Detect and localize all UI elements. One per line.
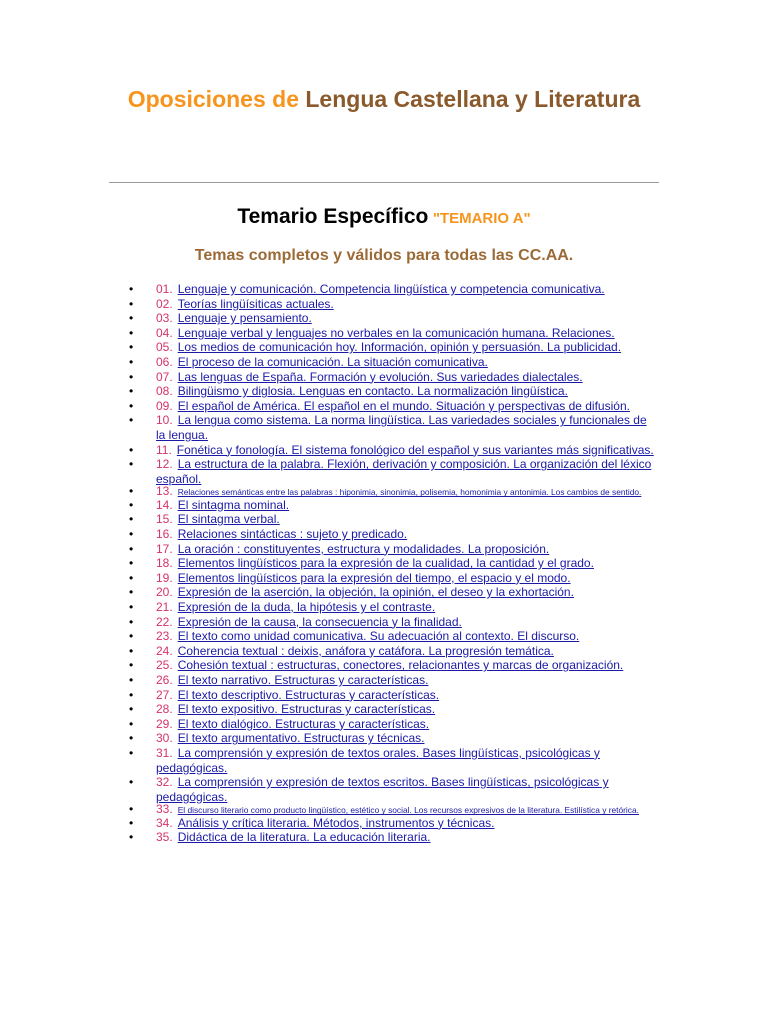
topic-link[interactable]: Teorías lingüísiticas actuales. <box>177 296 334 311</box>
bullet-icon: • <box>129 716 134 731</box>
topic-number: 02. <box>156 296 173 311</box>
bullet-icon: • <box>129 802 134 817</box>
bullet-icon: • <box>129 830 134 845</box>
topic-number: 10. <box>156 413 173 428</box>
topic-link[interactable]: Didáctica de la literatura. La educación literaria. <box>177 830 431 845</box>
topic-list-item <box>129 486 659 498</box>
topic-number: 11. <box>156 442 172 457</box>
topic-list-item <box>129 355 659 370</box>
topic-number: 26. <box>156 672 173 687</box>
topic-list-item <box>129 311 659 326</box>
bullet-icon: • <box>129 282 134 296</box>
topic-link[interactable]: La lengua como sistema. La norma lingüística. Las variedades sociales y funcionales de la lengua. <box>156 413 647 442</box>
topic-list-item <box>129 413 659 442</box>
topic-link[interactable]: Elementos lingüísticos para la expresión de la cualidad, la cantidad y el grado. <box>177 556 594 571</box>
topic-list <box>129 282 659 845</box>
section-heading-tag: "TEMARIO A" <box>432 210 531 227</box>
topic-number: 20. <box>156 585 173 600</box>
bullet-icon: • <box>129 442 134 457</box>
topic-link[interactable]: Lenguaje y pensamiento. <box>177 311 312 326</box>
topic-list-item <box>129 615 659 630</box>
topic-number: 19. <box>156 570 173 585</box>
topic-list-item <box>129 527 659 542</box>
page-title <box>0 84 768 114</box>
bullet-icon: • <box>129 775 134 790</box>
topic-list-item <box>129 340 659 355</box>
topic-list-item <box>129 644 659 659</box>
topic-list-item <box>129 688 659 703</box>
topic-list-item <box>129 443 659 458</box>
topic-number: 06. <box>156 354 173 369</box>
topic-list-item <box>129 629 659 644</box>
topic-number: 01. <box>156 282 173 296</box>
topic-link[interactable]: El texto argumentativo. Estructuras y técnicas. <box>177 731 425 746</box>
bullet-icon: • <box>129 556 134 571</box>
topic-number: 09. <box>156 398 173 413</box>
topic-number: 17. <box>156 541 173 556</box>
topic-link[interactable]: El texto descriptivo. Estructuras y características. <box>177 687 440 702</box>
topic-link[interactable]: El español de América. El español en el mundo. Situación y perspectivas de difusión. <box>177 398 630 413</box>
topic-link[interactable]: Las lenguas de España. Formación y evolución. Sus variedades dialectales. <box>177 369 583 384</box>
topic-list-item <box>129 673 659 688</box>
topic-number: 23. <box>156 629 173 644</box>
topic-link[interactable]: Relaciones semánticas entre las palabras : hiponimia, sinonimia, polisemia, homonimia y antonimia. Los cambios de sentido. <box>177 487 642 498</box>
topic-list-item <box>129 542 659 557</box>
bullet-icon: • <box>129 325 134 340</box>
topic-link[interactable]: Relaciones sintácticas : sujeto y predicado. <box>177 527 408 541</box>
bullet-icon: • <box>129 658 134 673</box>
topic-number: 28. <box>156 702 173 717</box>
topic-link[interactable]: Expresión de la duda, la hipótesis y el contraste. <box>177 599 436 614</box>
topic-number: 04. <box>156 325 173 340</box>
bullet-icon: • <box>129 687 134 702</box>
page-title-prefix: Oposiciones de <box>127 86 299 112</box>
bullet-icon: • <box>129 614 134 629</box>
topic-link[interactable]: Coherencia textual : deixis, anáfora y catáfora. La progresión temática. <box>177 643 554 658</box>
section-heading <box>0 203 768 233</box>
topic-link[interactable]: Bilingüismo y diglosia. Lenguas en contacto. La normalización lingüística. <box>177 384 568 399</box>
topic-list-item <box>129 600 659 615</box>
topic-list-item <box>129 702 659 717</box>
topic-number: 12. <box>156 457 173 472</box>
topic-number: 14. <box>156 497 173 512</box>
section-heading-title: Temario Específico <box>237 205 429 228</box>
bullet-icon: • <box>129 527 134 541</box>
topic-number: 31. <box>156 745 173 760</box>
topic-list-item <box>129 384 659 399</box>
topic-link[interactable]: Fonética y fonología. El sistema fonológico del español y sus variantes más significativas. <box>176 442 654 457</box>
topic-list-item <box>129 816 659 831</box>
topic-link[interactable]: Análisis y crítica literaria. Métodos, instrumentos y técnicas. <box>177 815 495 830</box>
topic-list-item <box>129 399 659 414</box>
topic-number: 08. <box>156 384 173 399</box>
topic-number: 25. <box>156 658 173 673</box>
bullet-icon: • <box>129 745 134 760</box>
topic-link[interactable]: Elementos lingüísticos para la expresión del tiempo, el espacio y el modo. <box>177 570 571 585</box>
topic-link[interactable]: Lenguaje y comunicación. Competencia lingüística y competencia comunicativa. <box>177 282 605 296</box>
bullet-icon: • <box>129 541 134 556</box>
bullet-icon: • <box>129 311 134 326</box>
bullet-icon: • <box>129 512 134 527</box>
bullet-icon: • <box>129 413 134 428</box>
topic-number: 29. <box>156 716 173 731</box>
horizontal-divider <box>109 182 659 183</box>
topic-link[interactable]: Expresión de la aserción, la objeción, la opinión, el deseo y la exhortación. <box>177 585 574 600</box>
bullet-icon: • <box>129 643 134 658</box>
topic-list-item <box>129 658 659 673</box>
bullet-icon: • <box>129 384 134 399</box>
topic-number: 30. <box>156 731 173 746</box>
topic-number: 35. <box>156 830 173 845</box>
topic-list-item <box>129 282 659 297</box>
section-subheading: Temas completos y válidos para todas las CC.AA. <box>194 247 574 264</box>
bullet-icon: • <box>129 369 134 384</box>
topic-link[interactable]: El texto narrativo. Estructuras y características. <box>177 672 429 687</box>
topic-link[interactable]: Lenguaje verbal y lenguajes no verbales en la comunicación humana. Relaciones. <box>177 325 615 340</box>
topic-list-item <box>129 326 659 341</box>
topic-number: 24. <box>156 643 173 658</box>
topic-number: 27. <box>156 687 173 702</box>
topic-link[interactable]: El texto expositivo. Estructuras y características. <box>177 702 436 717</box>
topic-number: 33. <box>156 802 173 817</box>
bullet-icon: • <box>129 484 134 499</box>
topic-number: 07. <box>156 369 173 384</box>
topic-link[interactable]: Los medios de comunicación hoy. Información, opinión y persuasión. La publicidad. <box>177 340 622 355</box>
topic-number: 13. <box>156 484 173 499</box>
bullet-icon: • <box>129 585 134 600</box>
topic-list-item <box>129 585 659 600</box>
topic-number: 15. <box>156 512 173 527</box>
topic-link[interactable]: El sintagma verbal. <box>177 512 280 527</box>
bullet-icon: • <box>129 354 134 369</box>
topic-link[interactable]: El texto dialógico. Estructuras y características. <box>177 716 430 731</box>
topic-number: 22. <box>156 614 173 629</box>
topic-link[interactable]: El texto como unidad comunicativa. Su adecuación al contexto. El discurso. <box>177 629 580 644</box>
topic-number: 03. <box>156 311 173 326</box>
topic-list-item <box>129 731 659 746</box>
bullet-icon: • <box>129 731 134 746</box>
topic-number: 18. <box>156 556 173 571</box>
topic-list-item <box>129 498 659 513</box>
topic-link[interactable]: El discurso literario como producto lingüístico, estético y social. Los recursos expresivos de la literatura. Estilística y retórica. <box>177 805 639 816</box>
topic-link[interactable]: La comprensión y expresión de textos orales. Bases lingüísticas, psicológicas y pedagógicas. <box>156 745 600 775</box>
topic-link[interactable]: La oración : constituyentes, estructura y modalidades. La proposición. <box>177 541 550 556</box>
topic-list-item <box>129 571 659 586</box>
topic-list-item <box>129 457 659 486</box>
topic-number: 21. <box>156 599 173 614</box>
bullet-icon: • <box>129 296 134 311</box>
bullet-icon: • <box>129 815 134 830</box>
topic-link[interactable]: Expresión de la causa, la consecuencia y la finalidad. <box>177 614 462 629</box>
topic-list-item <box>129 717 659 732</box>
topic-list-item <box>129 512 659 527</box>
bullet-icon: • <box>129 599 134 614</box>
bullet-icon: • <box>129 570 134 585</box>
topic-list-item <box>129 804 659 816</box>
topic-list-item <box>129 370 659 385</box>
topic-number: 16. <box>156 527 173 541</box>
bullet-icon: • <box>129 340 134 355</box>
topic-list-item <box>129 297 659 312</box>
topic-list-item <box>129 556 659 571</box>
topic-link[interactable]: El proceso de la comunicación. La situación comunicativa. <box>177 354 488 369</box>
topic-list-item <box>129 746 659 775</box>
topic-link[interactable]: La comprensión y expresión de textos escritos. Bases lingüísticas, psicológicas y pedagógicas. <box>156 775 609 804</box>
topic-list-item <box>129 830 659 845</box>
topic-link[interactable]: El sintagma nominal. <box>177 497 290 512</box>
topic-list-item <box>129 775 659 804</box>
bullet-icon: • <box>129 457 134 472</box>
bullet-icon: • <box>129 497 134 512</box>
topic-link[interactable]: Cohesión textual : estructuras, conectores, relacionantes y marcas de organización. <box>177 658 624 673</box>
topic-number: 34. <box>156 815 173 830</box>
topic-link[interactable]: La estructura de la palabra. Flexión, derivación y composición. La organización del léxico español. <box>156 457 652 486</box>
topic-number: 05. <box>156 340 173 355</box>
topic-number: 32. <box>156 775 173 790</box>
page-title-subject: Lengua Castellana y Literatura <box>305 86 641 112</box>
bullet-icon: • <box>129 702 134 717</box>
bullet-icon: • <box>129 398 134 413</box>
bullet-icon: • <box>129 629 134 644</box>
bullet-icon: • <box>129 672 134 687</box>
